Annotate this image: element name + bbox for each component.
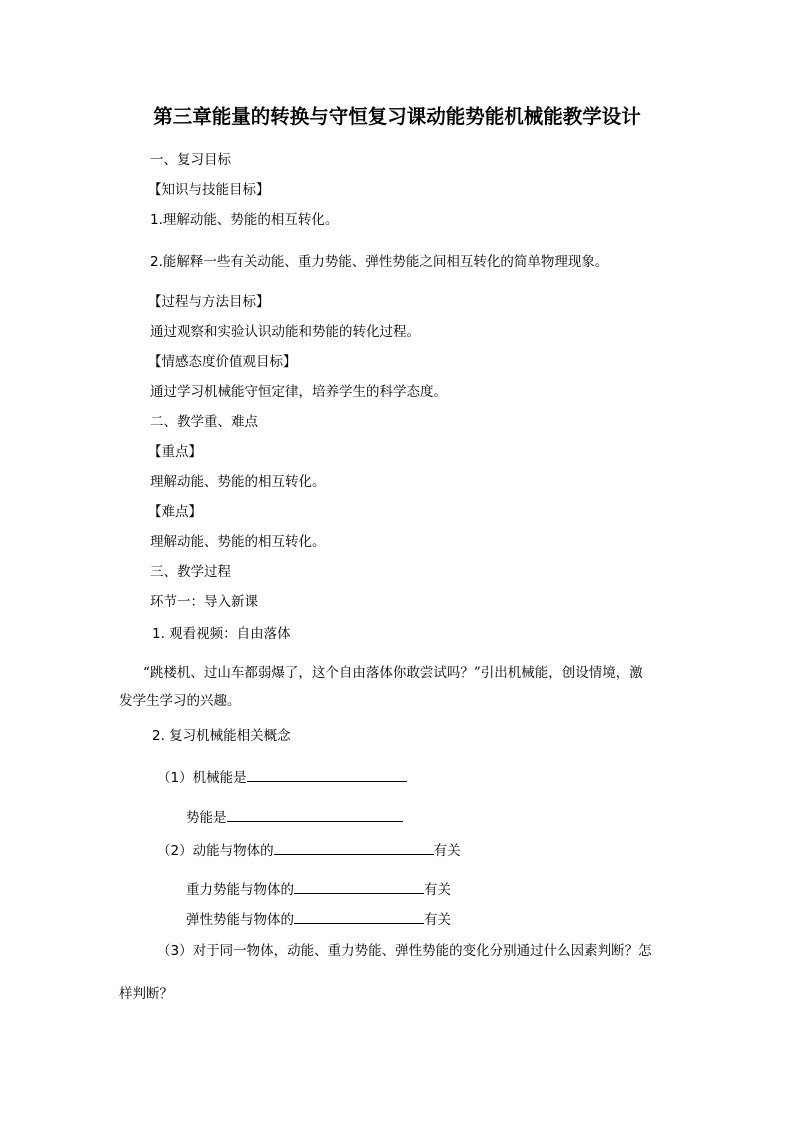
subheading-key-point: 【重点】 xyxy=(148,444,202,460)
fill-blank-kinetic-energy[interactable] xyxy=(274,840,434,855)
subheading-difficulty: 【难点】 xyxy=(148,504,202,520)
question-2-elastic-potential xyxy=(186,909,451,929)
subheading-knowledge-skills: 【知识与技能目标】 xyxy=(148,182,270,198)
question-1-mechanical-energy xyxy=(157,767,407,787)
step-review-concepts: 2. 复习机械能相关概念 xyxy=(152,728,291,744)
question-1-label: （1）机械能是 xyxy=(157,770,247,786)
question-1-potential-energy xyxy=(186,807,403,827)
fill-blank-gravitational-potential[interactable] xyxy=(294,879,424,894)
fill-blank-mechanical-energy[interactable] xyxy=(247,767,407,782)
gravitational-potential-label: 重力势能与物体的 xyxy=(186,882,294,898)
fill-blank-potential-energy[interactable] xyxy=(227,807,403,822)
knowledge-item-2: 2.能解释一些有关动能、重力势能、弹性势能之间相互转化的简单物理现象。 xyxy=(150,254,609,270)
potential-energy-label: 势能是 xyxy=(186,810,227,826)
knowledge-item-1: 1.理解动能、势能的相互转化。 xyxy=(150,212,339,228)
emotion-values-text: 通过学习机械能守恒定律，培养学生的科学态度。 xyxy=(150,384,447,400)
kinetic-energy-label: （2）动能与物体的 xyxy=(157,843,274,859)
stage-one-heading: 环节一：导入新课 xyxy=(150,594,258,610)
question-2-kinetic-energy xyxy=(157,840,461,860)
process-methods-text: 通过观察和实验认识动能和势能的转化过程。 xyxy=(150,324,420,340)
question-3-line-1: （3）对于同一物体，动能、重力势能、弹性势能的变化分别通过什么因素判断？怎 xyxy=(157,943,652,959)
step-watch-video: 1. 观看视频：自由落体 xyxy=(152,626,291,642)
key-point-text: 理解动能、势能的相互转化。 xyxy=(150,474,326,490)
fill-blank-elastic-potential[interactable] xyxy=(294,909,424,924)
section-heading-key-points: 二、教学重、难点 xyxy=(150,414,258,430)
subheading-emotion-values: 【情感态度价值观目标】 xyxy=(148,354,297,370)
question-3-line-2: 样判断？ xyxy=(119,986,173,1002)
question-2-gravitational-potential xyxy=(186,879,451,899)
section-heading-review-goals: 一、复习目标 xyxy=(150,152,231,168)
kinetic-energy-suffix: 有关 xyxy=(433,843,461,859)
document-title: 第三章能量的转换与守恒复习课动能势能机械能教学设计 xyxy=(153,105,641,128)
intro-paragraph-line-2: 发学生学习的兴趣。 xyxy=(119,693,241,709)
intro-paragraph-line-1: “跳楼机、过山车都弱爆了，这个自由落体你敢尝试吗？”引出机械能，创设情境，激 xyxy=(143,665,643,681)
difficulty-text: 理解动能、势能的相互转化。 xyxy=(150,534,326,550)
section-heading-teaching-process: 三、教学过程 xyxy=(150,564,231,580)
gravitational-potential-suffix: 有关 xyxy=(424,882,451,898)
elastic-potential-suffix: 有关 xyxy=(424,912,451,928)
subheading-process-methods: 【过程与方法目标】 xyxy=(148,294,270,310)
elastic-potential-label: 弹性势能与物体的 xyxy=(186,912,294,928)
